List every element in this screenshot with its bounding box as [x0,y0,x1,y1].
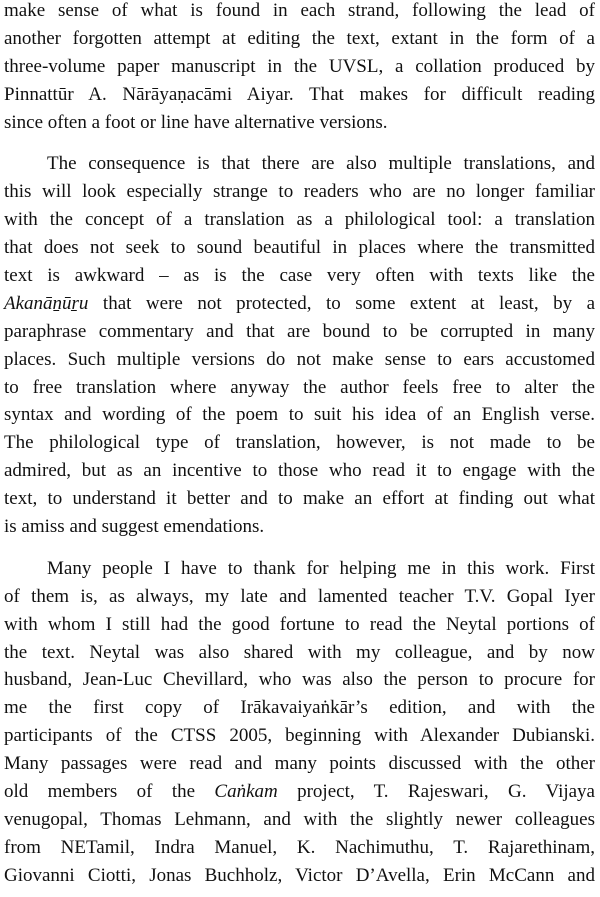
text-line: text is awkward – as is the case very often with texts like the [4,265,595,287]
text-line: venugopal, Thomas Lehmann, and with the slightly newer colleagues [4,808,595,830]
paragraph-2 [4,150,595,540]
text-line: is amiss and suggest emendations. [4,516,265,538]
text-span: project, T. Rajeswari, G. Vijaya [277,781,595,803]
paragraph-3 [4,555,595,890]
text-line: from NETamil, Indra Manuel, K. Nachimuthu, T. Rajarethinam, [4,836,595,858]
text-line: to free translation where anyway the author feels free to alter the [4,376,595,398]
text-line: with the concept of a translation as a philological tool: a translation [4,209,595,231]
text-line: places. Such multiple versions do not make sense to ears accustomed [4,348,595,370]
text-span: that were not protected, to some extent at least, by a [88,292,595,314]
text-line: participants of the CTSS 2005, beginning with Alexander Dubianski. [4,725,595,747]
text-line: The consequence is that there are also multiple translations, and [47,153,595,175]
text-line: Many passages were read and many points discussed with the other [4,753,595,775]
text-line: the text. Neytal was also shared with my colleague, and by now [4,641,595,663]
text-line-with-italic [4,290,595,318]
text-line: make sense of what is found in each strand, following the lead of [4,0,595,21]
italic-title: Akanāṉūṟu [4,292,89,314]
text-line: husband, Jean-Luc Chevillard, who was also the person to procure for [4,669,595,691]
text-line: Giovanni Ciotti, Jonas Buchholz, Victor D’Avella, Erin McCann and [4,864,595,886]
text-line-with-italic [4,778,595,806]
text-line: The philological type of translation, however, is not made to be [4,432,595,454]
text-line: paraphrase commentary and that are bound to be corrupted in many [4,320,595,342]
paragraph-1 [4,0,595,136]
text-line: three-volume paper manuscript in the UVSL, a collation produced by [4,55,595,77]
text-line: syntax and wording of the poem to suit his idea of an English verse. [4,404,595,426]
text-line: this will look especially strange to readers who are no longer familiar [4,181,595,203]
text-line: that does not seek to sound beautiful in places where the transmitted [4,237,595,259]
text-line: since often a foot or line have alternative versions. [4,111,388,133]
text-line: admired, but as an incentive to those who read it to engage with the [4,460,595,482]
text-line: text, to understand it better and to make an effort at finding out what [4,488,595,510]
text-line: Many people I have to thank for helping me in this work. First [47,557,595,579]
text-line: me the first copy of Irākavaiyaṅkār’s edition, and with the [4,697,595,719]
text-line: another forgotten attempt at editing the text, extant in the form of a [4,27,595,49]
text-line: with whom I still had the good fortune to read the Neytal portions of [4,613,595,635]
text-line: of them is, as always, my late and lamented teacher T.V. Gopal Iyer [4,585,595,607]
text-line: Pinnattūr A. Nārāyaṇacāmi Aiyar. That makes for difficult reading [4,83,595,105]
italic-title: Caṅkam [214,781,278,803]
text-span: old members of the [4,781,215,803]
